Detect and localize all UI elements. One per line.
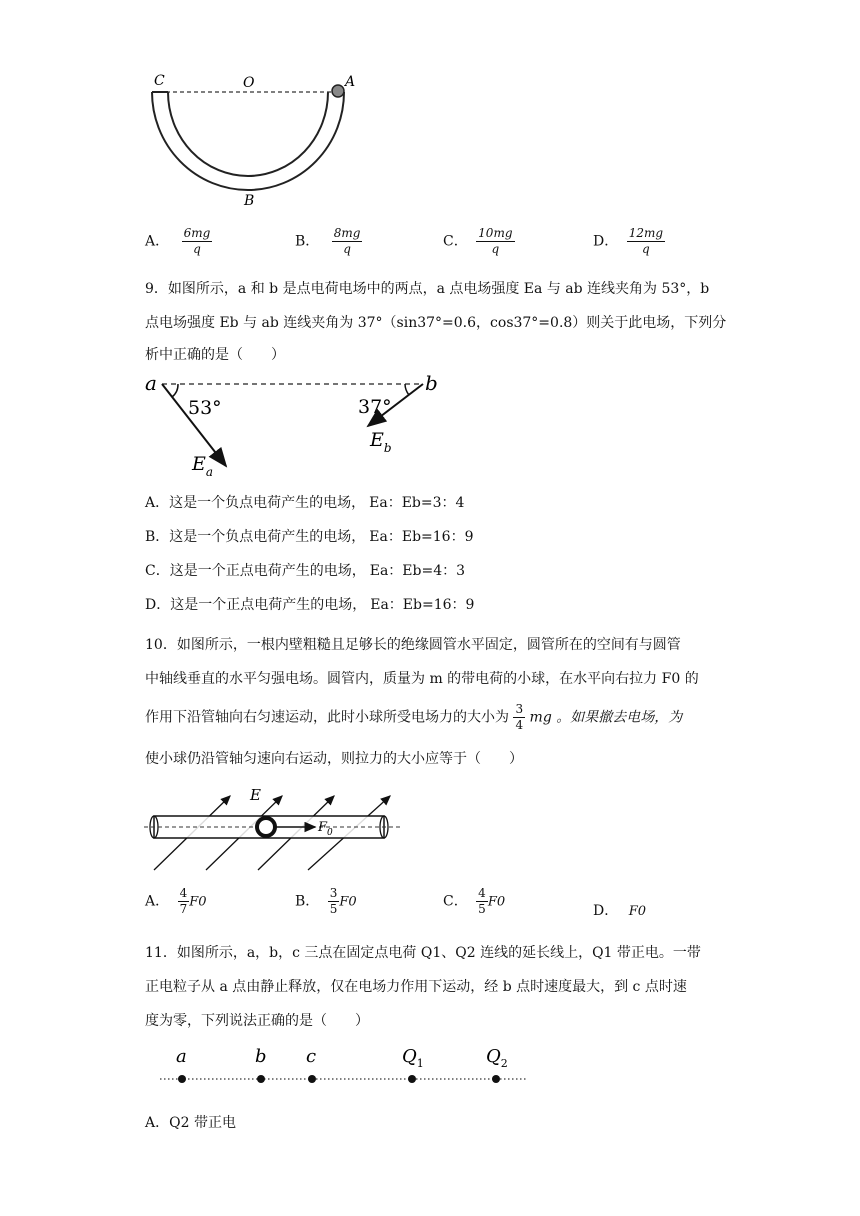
q9-option-b[interactable]: B．这是一个负点电荷产生的电场， Ea：Eb=16：9: [145, 529, 474, 545]
field-e-label: E: [250, 786, 261, 804]
charges-line-figure: [150, 1040, 540, 1090]
label-q1: $Q_1$: [402, 1046, 424, 1070]
q9-option-d[interactable]: D．这是一个正点电荷产生的电场， Ea：Eb=16：9: [145, 597, 475, 613]
label-point-b: b: [255, 1046, 267, 1067]
point-b: [257, 1075, 265, 1083]
label-q2: $Q_2$: [486, 1046, 508, 1070]
q10-three-quarters-fraction: $\frac{3}{4}$: [515, 702, 524, 732]
q9-option-c[interactable]: C．这是一个正点电荷产生的电场， Ea：Eb=4：3: [145, 563, 466, 579]
eb-label: $E_b$: [370, 429, 392, 455]
q8-option-a-fraction: $\frac{6mg}{q}$: [183, 226, 211, 256]
field-points-figure: [140, 370, 450, 485]
q10-option-c[interactable]: C． $\frac{4}{5}$ F0: [443, 886, 506, 916]
tube-inner-arc: [168, 92, 328, 176]
q10-stem-line3: 作用下沿管轴向右匀速运动，此时小球所受电场力的大小为 $\frac{3}{4}$ mg 。如果撤去电场，为: [145, 702, 683, 732]
q8-option-d[interactable]: D． $\frac{12mg}{q}$: [593, 226, 664, 256]
ball-a: [332, 85, 344, 97]
q8-option-b-fraction: $\frac{8mg}{q}$: [333, 226, 361, 256]
q10-stem-line4: 使小球仍沿管轴匀速向右运动，则拉力的大小应等于（ ）: [145, 751, 523, 767]
q11-option-a[interactable]: A．Q2 带正电: [145, 1115, 236, 1131]
f0-label: $F_0$: [318, 820, 333, 838]
label-b: B: [244, 193, 255, 209]
charge-q1: [408, 1075, 416, 1083]
q10-stem-line1: 10．如图所示，一根内壁粗糙且足够长的绝缘圆管水平固定，圆管所在的空间有与圆管: [145, 637, 681, 653]
q8-option-d-fraction: $\frac{12mg}{q}$: [628, 226, 664, 256]
charged-ball: [257, 818, 275, 836]
angle-53-label: 53°: [188, 397, 222, 419]
q11-stem-line1: 11．如图所示，a，b，c 三点在固定点电荷 Q1、Q2 连线的延长线上，Q1 带正电。一带: [145, 945, 701, 961]
angle-arc-a: [172, 384, 178, 397]
q8-option-a[interactable]: A． $\frac{6mg}{q}$: [145, 226, 211, 256]
semicircle-tube-figure: [140, 66, 380, 216]
point-b-label: b: [425, 371, 438, 395]
point-a-label: a: [145, 371, 157, 395]
q8-option-b[interactable]: B． $\frac{8mg}{q}$: [295, 226, 361, 256]
q8-option-c[interactable]: C． $\frac{10mg}{q}$: [443, 226, 513, 256]
label-point-a: a: [176, 1046, 187, 1067]
q11-stem-line3: 度为零，下列说法正确的是（ ）: [145, 1013, 369, 1029]
tube-field-figure: [140, 782, 410, 882]
q10-option-a[interactable]: A． $\frac{4}{7}$ F0: [145, 886, 207, 916]
label-point-c: c: [306, 1046, 317, 1067]
q9-stem-line1: 9．如图所示，a 和 b 是点电荷电场中的两点，a 点电场强度 Ea 与 ab 连线夹角为 53°，b: [145, 281, 710, 297]
angle-37-label: 37°: [358, 396, 392, 418]
q10-stem-line2: 中轴线垂直的水平匀强电场。圆管内，质量为 m 的带电荷的小球，在水平向右拉力 F0 的: [145, 671, 699, 687]
q9-stem-line3: 析中正确的是（ ）: [145, 347, 285, 363]
label-c: C: [154, 73, 165, 89]
charge-q2: [492, 1075, 500, 1083]
ea-label: $E_a$: [192, 453, 214, 479]
angle-arc-b: [405, 384, 409, 395]
q9-option-a[interactable]: A．这是一个负点电荷产生的电场， Ea：Eb=3：4: [145, 495, 465, 511]
q10-option-d[interactable]: D． F0: [593, 903, 646, 919]
q10-option-b[interactable]: B． $\frac{3}{5}$ F0: [295, 886, 357, 916]
q8-option-c-fraction: $\frac{10mg}{q}$: [478, 226, 513, 256]
q11-stem-line2: 正电粒子从 a 点由静止释放，仅在电场力作用下运动，经 b 点时速度最大，到 c 点时速: [145, 979, 687, 995]
label-o: O: [243, 75, 255, 91]
q9-stem-line2: 点电场强度 Eb 与 ab 连线夹角为 37°（sin37°=0.6，cos37°=0.8）则关于此电场，下列分: [145, 315, 727, 331]
label-a: A: [345, 74, 356, 90]
point-c: [308, 1075, 316, 1083]
point-a: [178, 1075, 186, 1083]
